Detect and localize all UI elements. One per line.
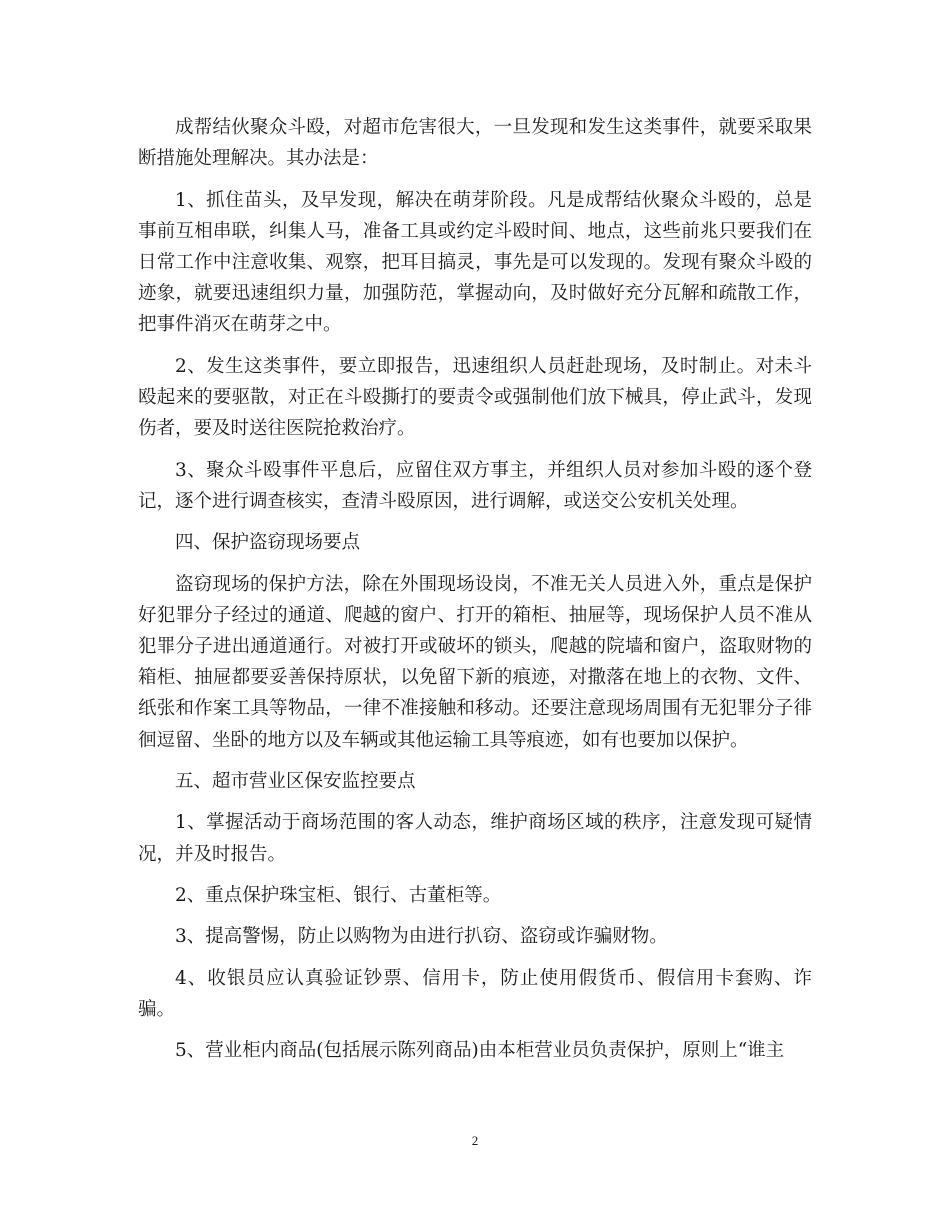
page-number: 2 xyxy=(471,1133,479,1148)
document-body xyxy=(138,112,812,1077)
paragraph: 盗窃现场的保护方法，除在外围现场设岗，不准无关人员进入外，重点是保护好犯罪分子经过的通道、爬越的窗户、打开的箱柜、抽屉等，现场保护人员不准从犯罪分子进出通道通行。对被打开或破坏的锁头，爬越的院墙和窗户，盗取财物的箱柜、抽屉都要妥善保持原状，以免留下新的痕迹，对撒落在地上的衣物、文件、纸张和作案工具等物品，一律不准接触和移动。还要注意现场周围有无犯罪分子徘徊逗留、坐卧的地方以及车辆或其他运输工具等痕迹，如有也要加以保护。 xyxy=(138,573,812,751)
section-heading: 五、超市营业区保安监控要点 xyxy=(175,770,416,792)
paragraph: 2、重点保护珠宝柜、银行、古董柜等。 xyxy=(175,884,502,906)
paragraph: 1、掌握活动于商场范围的客人动态，维护商场区域的秩序，注意发现可疑情况，并及时报告。 xyxy=(138,812,812,865)
section-heading: 四、保护盗窃现场要点 xyxy=(175,532,361,554)
paragraph: 3、聚众斗殴事件平息后，应留住双方事主，并组织人员对参加斗殴的逐个登记，逐个进行调查核实，查清斗殴原因，进行调解，或送交公安机关处理。 xyxy=(138,459,812,512)
paragraph: 5、营业柜内商品(包括展示陈列商品)由本柜营业员负责保护，原则上“谁主 xyxy=(175,1040,785,1062)
paragraph: 成帮结伙聚众斗殴，对超市危害很大，一旦发现和发生这类事件，就要采取果断措施处理解决。其办法是： xyxy=(138,117,812,170)
paragraph: 1、抓住苗头，及早发现，解决在萌芽阶段。凡是成帮结伙聚众斗殴的，总是事前互相串联，纠集人马，准备工具或约定斗殴时间、地点，这些前兆只要我们在日常工作中注意收集、观察，把耳目搞灵，事先是可以发现的。发现有聚众斗殴的迹象，就要迅速组织力量，加强防范，掌握动向，及时做好充分瓦解和疏散工作，把事件消灭在萌芽之中。 xyxy=(138,189,812,336)
paragraph: 4、收银员应认真验证钞票、信用卡，防止使用假货币、假信用卡套购、诈骗。 xyxy=(138,967,812,1020)
paragraph: 3、提高警惕，防止以购物为由进行扒窃、盗窃或诈骗财物。 xyxy=(175,926,668,948)
paragraph: 2、发生这类事件，要立即报告，迅速组织人员赶赴现场，及时制止。对未斗殴起来的要驱散，对正在斗殴撕打的要责令或强制他们放下械具，停止武斗，发现伤者，要及时送往医院抢救治疗。 xyxy=(138,355,812,440)
